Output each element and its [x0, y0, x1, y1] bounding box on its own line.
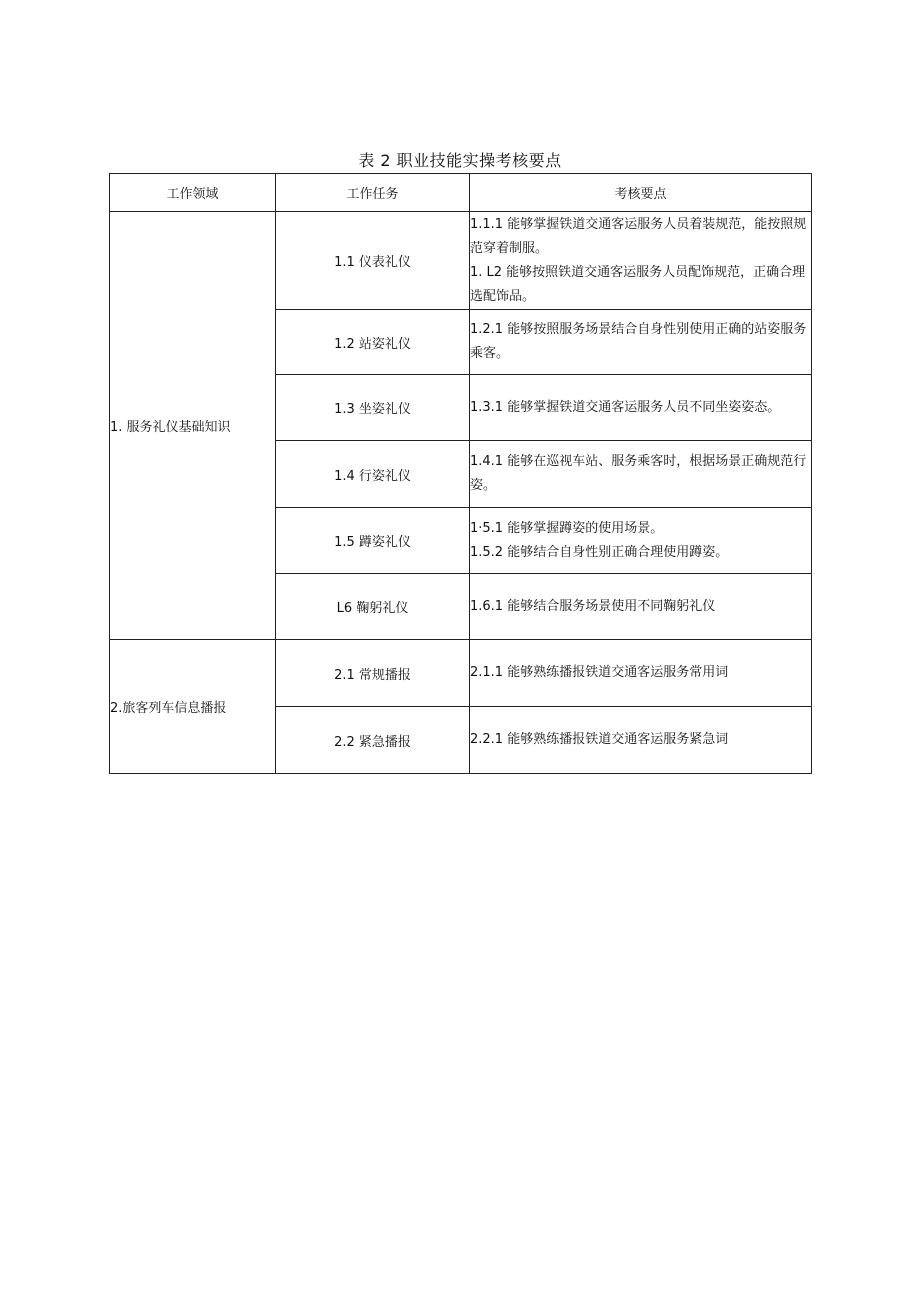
task-cell: L6 鞠躬礼仪 — [276, 574, 470, 640]
points-cell — [470, 375, 812, 441]
table-row — [110, 212, 812, 310]
points-cell — [470, 310, 812, 375]
header-row — [110, 174, 812, 212]
task-cell: 2.1 常规播报 — [276, 640, 470, 707]
points-cell — [470, 441, 812, 508]
domain-cell: 1. 服务礼仪基础知识 — [110, 212, 276, 640]
point-text: 2.2.1 能够熟练播报铁道交通客运服务紧急词 — [470, 732, 729, 747]
task-cell: 2.2 紧急播报 — [276, 707, 470, 774]
domain-cell: 2.旅客列车信息播报 — [110, 640, 276, 774]
table-caption: 表 2 职业技能实操考核要点 — [358, 151, 562, 170]
point-text: 1.3.1 能够掌握铁道交通客运服务人员不同坐姿姿态。 — [470, 399, 781, 415]
points-cell — [470, 212, 812, 310]
point-text: 1·5.1 能够掌握蹲姿的使用场景。 — [470, 520, 664, 536]
task-cell: 1.5 蹲姿礼仪 — [276, 508, 470, 574]
header-domain: 工作领域 — [110, 174, 276, 212]
task-cell: 1.1 仪表礼仪 — [276, 212, 470, 310]
point-text: 1.1.1 能够掌握铁道交通客运服务人员着装规范，能按照规范穿着制服。 — [470, 216, 807, 256]
point-text: 1.2.1 能够按照服务场景结合自身性别使用正确的站姿服务乘客。 — [470, 322, 807, 361]
header-points: 考核要点 — [470, 174, 812, 212]
point-text: 1.6.1 能够结合服务场景使用不同鞠躬礼仪 — [470, 598, 716, 614]
point-text: 1. L2 能够按照铁道交通客运服务人员配饰规范，正确合理选配饰品。 — [470, 264, 806, 304]
header-task: 工作任务 — [276, 174, 470, 212]
point-text: 1.4.1 能够在巡视车站、服务乘客时，根据场景正确规范行姿。 — [470, 454, 807, 493]
points-cell — [470, 707, 812, 774]
points-cell — [470, 640, 812, 707]
points-cell — [470, 508, 812, 574]
point-text: 1.5.2 能够结合自身性别正确合理使用蹲姿。 — [470, 544, 729, 560]
table-row — [110, 640, 812, 707]
task-cell: 1.3 坐姿礼仪 — [276, 375, 470, 441]
task-cell: 1.4 行姿礼仪 — [276, 441, 470, 508]
task-cell: 1.2 站姿礼仪 — [276, 310, 470, 375]
points-cell — [470, 574, 812, 640]
assessment-table — [109, 173, 812, 774]
point-text: 2.1.1 能够熟练播报铁道交通客运服务常用词 — [470, 665, 729, 680]
